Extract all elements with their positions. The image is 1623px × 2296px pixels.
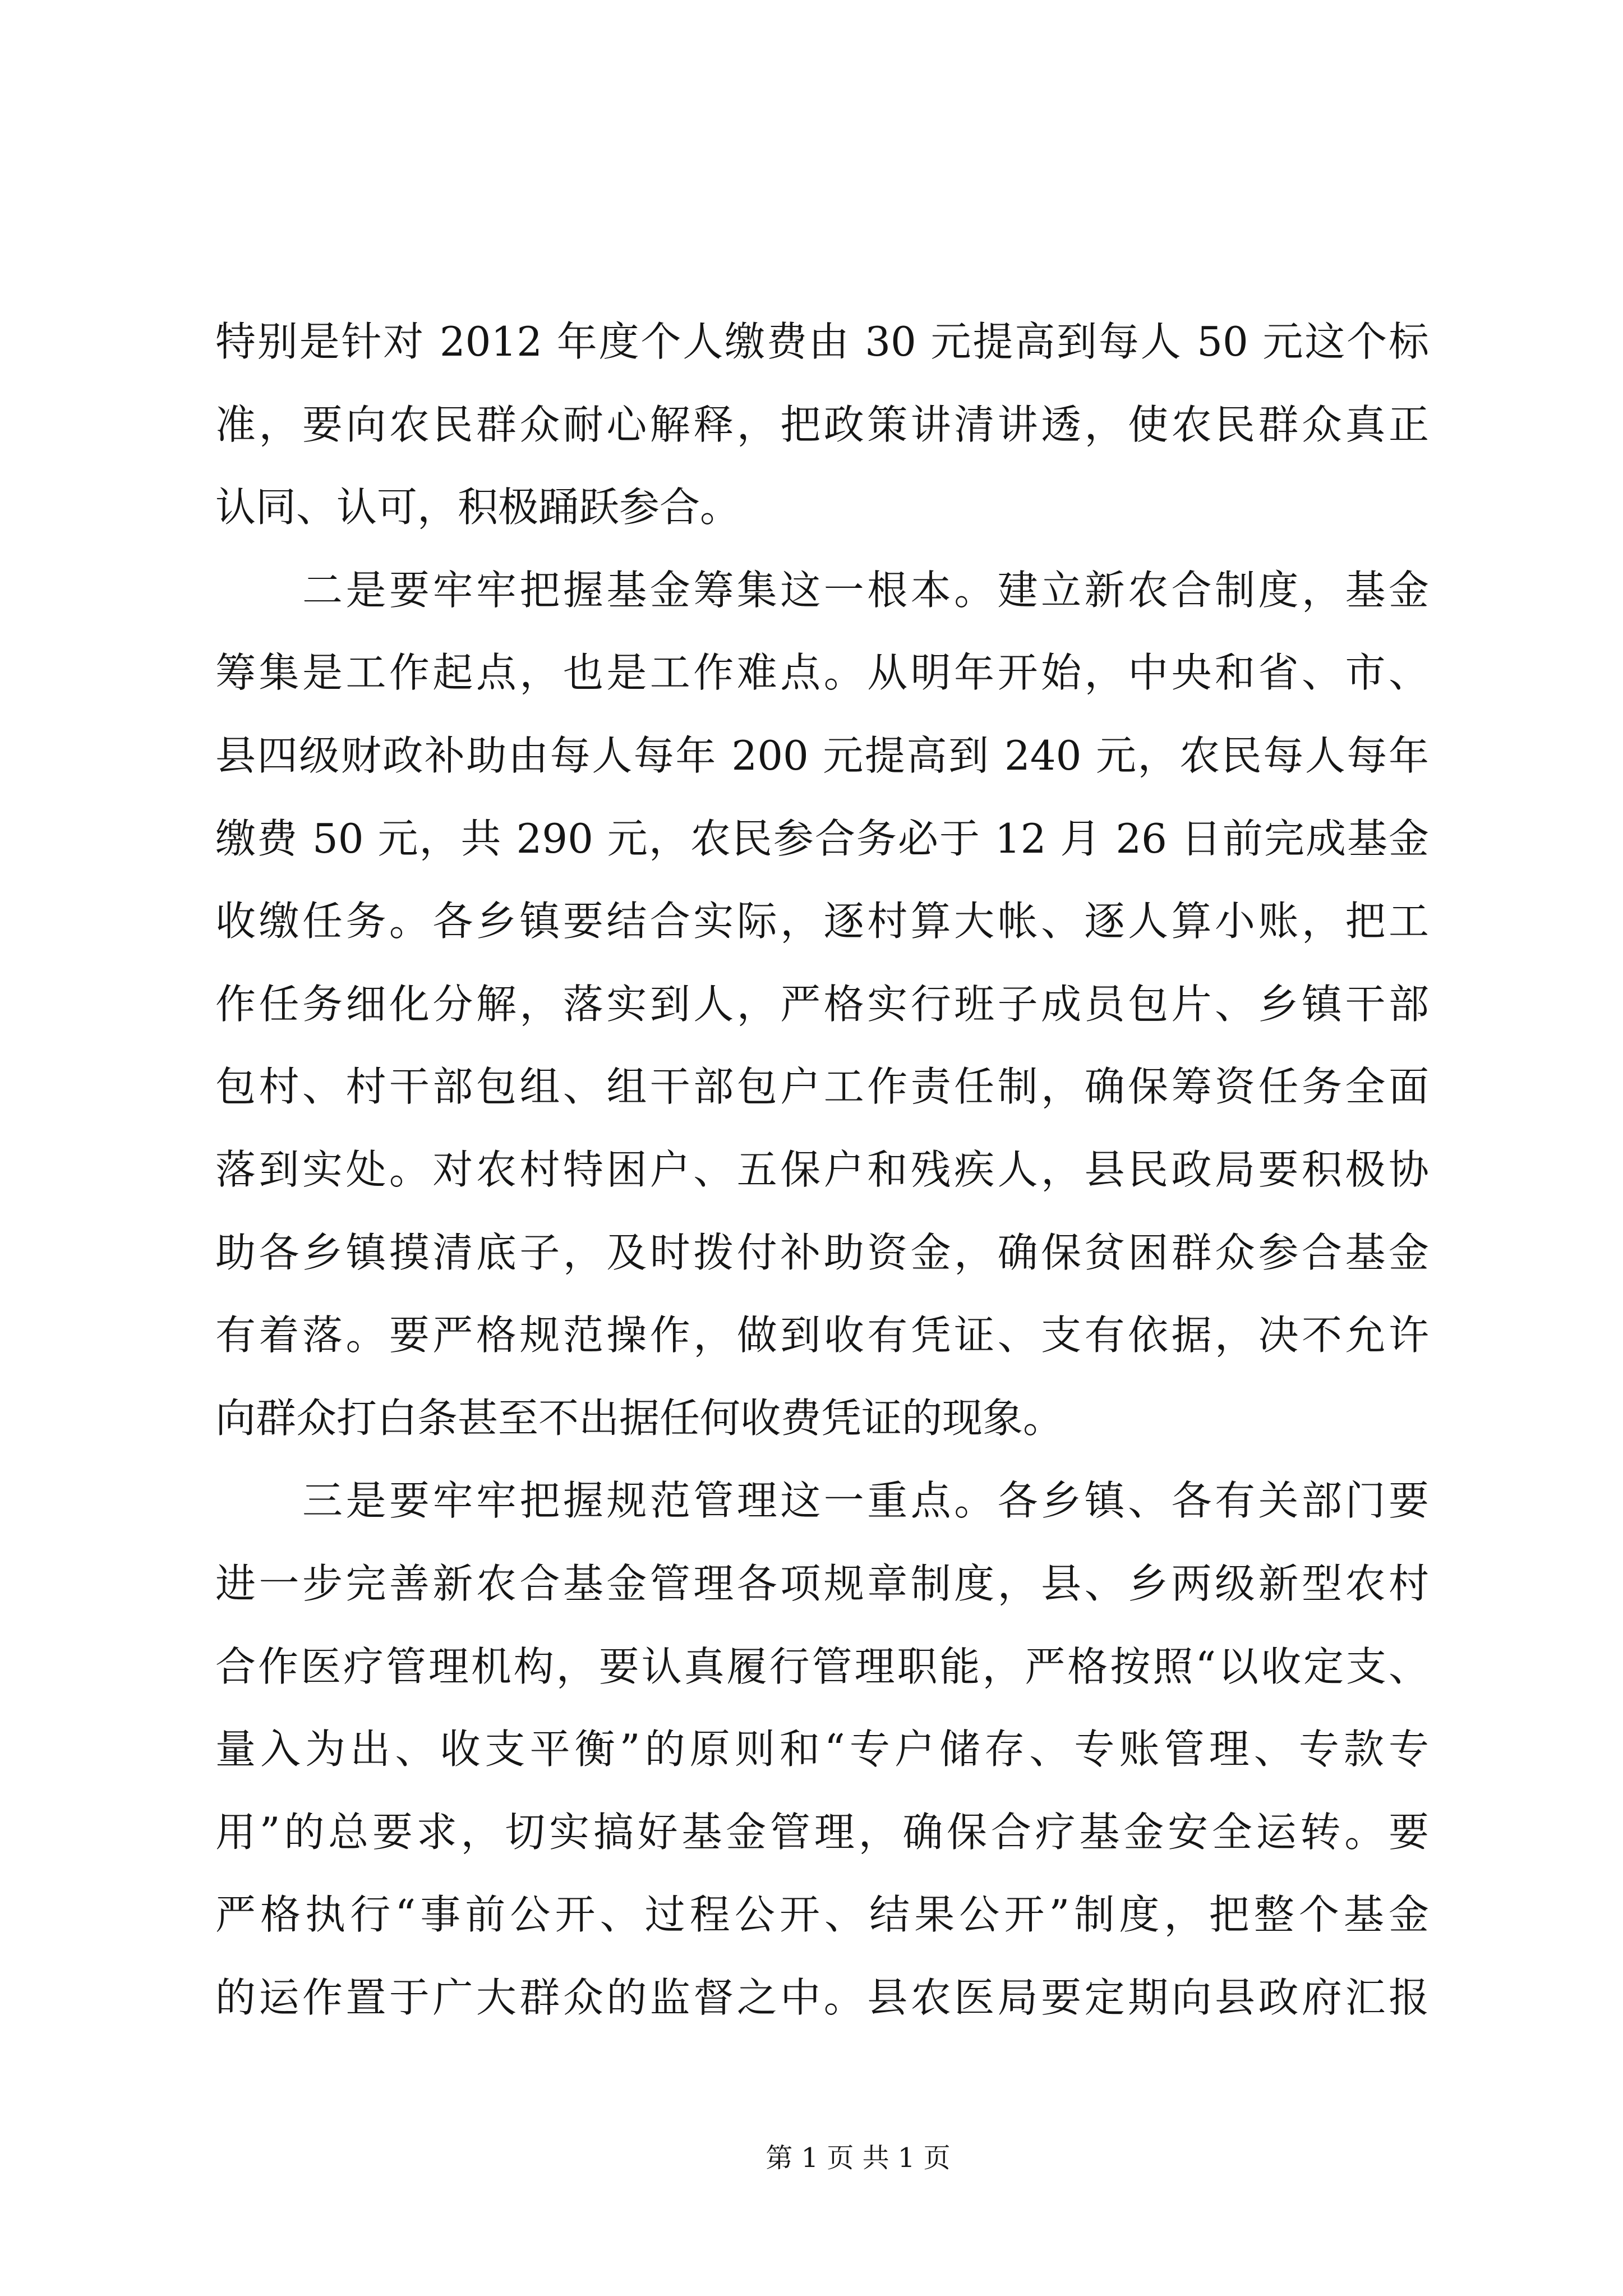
- text-line: 认同、认可，积极踊跃参合。: [215, 484, 741, 531]
- text-line: 用”的总要求，切实搞好基金管理，确保合疗基金安全运转。要: [215, 1808, 1429, 1856]
- text-line: 缴费 50 元，共 290 元，农民参合务必于 12 月 26 日前完成基金: [215, 815, 1429, 862]
- text-line: 二是要牢牢把握基金筹集这一根本。建立新农合制度，基金: [302, 566, 1429, 614]
- text-line: 量入为出、收支平衡”的原则和“专户储存、专账管理、专款专: [215, 1726, 1429, 1773]
- text-line: 收缴任务。各乡镇要结合实际，逐村算大帐、逐人算小账，把工: [215, 898, 1429, 945]
- text-line: 特别是针对 2012 年度个人缴费由 30 元提高到每人 50 元这个标: [215, 318, 1429, 365]
- text-line: 助各乡镇摸清底子，及时拨付补助资金，确保贫困群众参合基金: [215, 1228, 1429, 1276]
- text-line: 进一步完善新农合基金管理各项规章制度，县、乡两级新型农村: [215, 1559, 1429, 1607]
- paragraph: [215, 1460, 1429, 2039]
- text-line: 有着落。要严格规范操作，做到收有凭证、支有依据，决不允许: [215, 1312, 1429, 1359]
- text-line: 包村、村干部包组、组干部包户工作责任制，确保筹资任务全面: [215, 1063, 1429, 1111]
- text-line: 的运作置于广大群众的监督之中。县农医局要定期向县政府汇报: [215, 1973, 1429, 2021]
- text-line: 严格执行“事前公开、过程公开、结果公开”制度，把整个基金: [215, 1891, 1429, 1939]
- text-line: 向群众打白条甚至不出据任何收费凭证的现象。: [215, 1394, 1064, 1442]
- text-line: 筹集是工作起点，也是工作难点。从明年开始，中央和省、市、: [215, 649, 1429, 697]
- text-line: 作任务细化分解，落实到人，严格实行班子成员包片、乡镇干部: [215, 980, 1429, 1028]
- text-line: 合作医疗管理机构，要认真履行管理职能，严格按照“以收定支、: [215, 1642, 1429, 1690]
- paragraph: [215, 301, 1429, 549]
- paragraph: [215, 549, 1429, 1460]
- document-body: [215, 301, 1429, 2039]
- text-line: 县四级财政补助由每人每年 200 元提高到 240 元，农民每人每年: [215, 731, 1429, 779]
- page-number-footer: 第 1 页 共 1 页: [766, 2142, 951, 2174]
- text-line: 落到实处。对农村特困户、五保户和残疾人，县民政局要积极协: [215, 1145, 1429, 1193]
- text-line: 三是要牢牢把握规范管理这一重点。各乡镇、各有关部门要: [302, 1477, 1429, 1525]
- text-line: 准，要向农民群众耐心解释，把政策讲清讲透，使农民群众真正: [215, 401, 1429, 448]
